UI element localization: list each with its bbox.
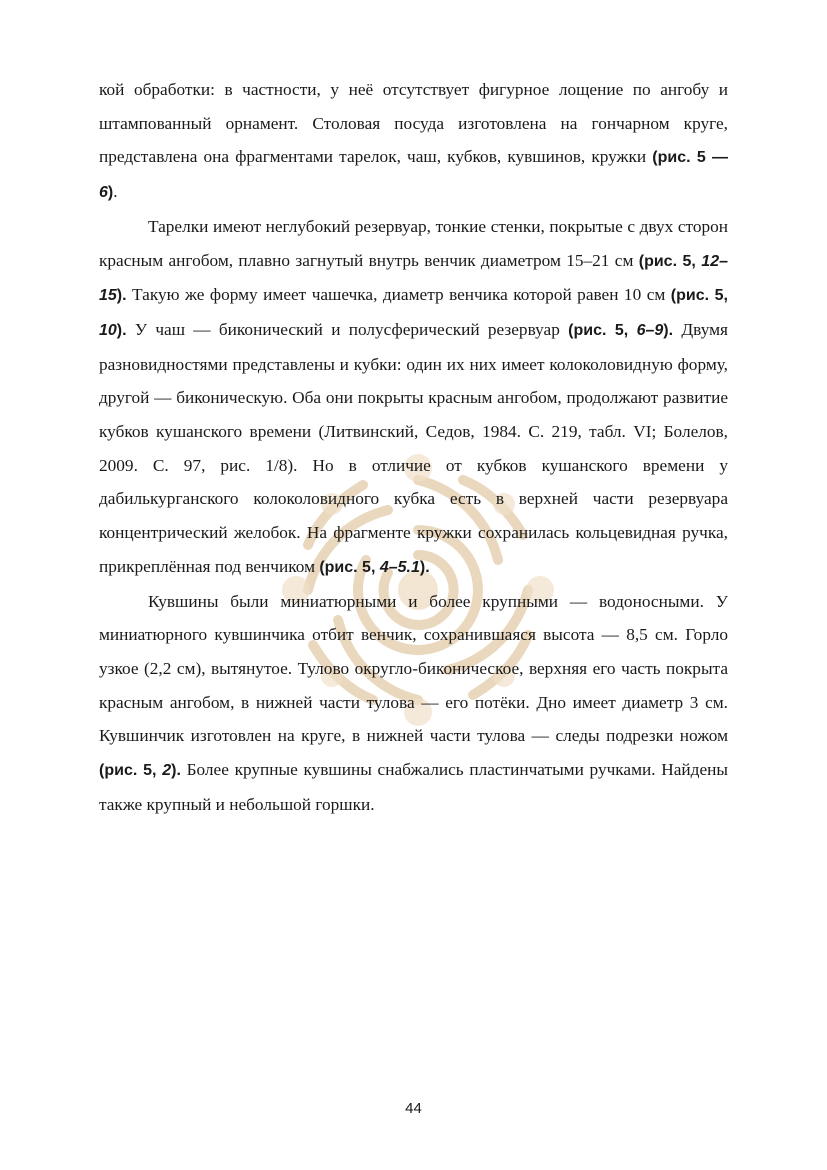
figure-reference — [568, 322, 673, 339]
figure-reference-number: 4–5.1 — [379, 558, 420, 576]
paragraph-text: У чаш — биконический и полусферический резервуар — [126, 319, 569, 339]
figure-reference-suffix: ). — [171, 762, 181, 780]
figure-reference — [99, 762, 181, 779]
body-text — [99, 73, 728, 821]
figure-reference-number: 10 — [99, 321, 117, 339]
paragraph — [99, 73, 728, 210]
figure-reference-number: 12–15 — [99, 252, 728, 305]
paragraph-text: Такую же форму имеет чашечка, диаметр венчика которой равен 10 см — [126, 285, 671, 305]
paragraph-text: Более крупные кувшины снабжались пластинчатыми ручками. Найдены также крупный и небольшой горшки. — [99, 760, 728, 814]
figure-reference-number: 6–9 — [636, 321, 664, 339]
paragraph-text: кой обработки: в частности, у неё отсутствует фигурное лощение по ангобу и штампованный орнамент. Столовая посуда изготовлена на гончарном круге, представлена она фрагментами тарелок, чаш, кубков, кувшинов, кружки — [99, 80, 728, 167]
page-number: 44 — [405, 1100, 422, 1117]
figure-reference-prefix: (рис. 5, — [670, 287, 729, 305]
paragraph-text: . — [113, 182, 118, 202]
figure-reference-suffix: ). — [116, 321, 127, 339]
figure-reference-number: 2 — [162, 762, 172, 780]
figure-reference-suffix: ) — [107, 184, 114, 202]
paragraph-text: Двумя разновидностями представлены и кубки: один их них имеет колоколовидную форму, другой — биконическую. Оба они покрыты красным ангобом, продолжают развитие кубков кушанского времени (Литвинский, Седов, 1984. С. 219, табл. VI; Болелов, 2009. С. 97, рис. 1/8). Но в отличие от кубков кушанского времени у дабилькурганского колоколовидного кубка есть в верхней части резервуара концентрический желобок. На фрагменте кружки сохранилась кольцевидная ручка, прикреплённая под венчиком — [99, 319, 728, 576]
figure-reference-suffix: ). — [116, 287, 127, 305]
figure-reference-prefix: (рис. 5, — [99, 762, 163, 780]
figure-reference-suffix: ). — [419, 558, 430, 576]
figure-reference-suffix: ). — [663, 321, 674, 339]
paragraph-text: Кувшины были миниатюрными и более крупными — водоносными. У миниатюрного кувшинчика отбит венчик, сохранившаяся высота — 8,5 см. Горло узкое (2,2 см), вытянутое. Тулово округло-биконическое, верхняя его часть покрыта красным ангобом, в нижней части тулова — его потёки. Дно имеет диаметр 3 см. Кувшинчик изготовлен на круге, в нижней части тулова — следы подрезки ножом — [99, 591, 728, 746]
figure-reference-prefix: (рис. 5, — [568, 321, 637, 339]
paragraph — [99, 585, 728, 822]
figure-reference-prefix: (рис. 5 — — [652, 149, 728, 167]
figure-reference-prefix: (рис. 5, — [319, 558, 380, 576]
figure-reference-number: 6 — [99, 184, 108, 202]
figure-reference — [319, 559, 429, 576]
figure-reference-prefix: (рис. 5, — [638, 252, 702, 270]
paragraph — [99, 210, 728, 585]
paragraph-text: Тарелки имеют неглубокий резервуар, тонкие стенки, покрытые с двух сторон красным ангобом, плавно загнутый внутрь венчик диаметром 15–21 см — [99, 216, 728, 270]
